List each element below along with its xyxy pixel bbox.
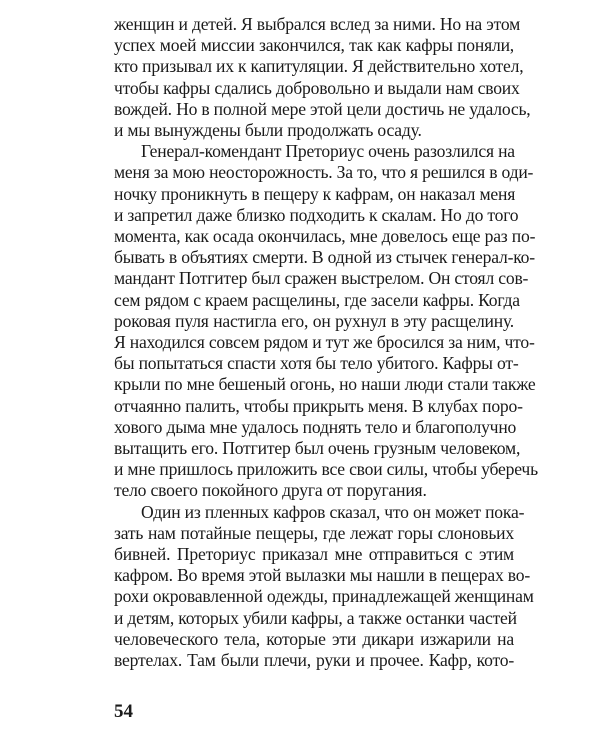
text-line: Я находился совсем рядом и тут же бросился за ним, что- — [114, 332, 535, 352]
text-line: бивней. Преториус приказал мне отправиться с этим — [114, 544, 514, 564]
text-line: человеческого тела, которые эти дикари изжарили на — [114, 628, 514, 649]
text-line: отчаянно палить, чтобы прикрыть меня. В клубах поро- — [114, 395, 523, 416]
text-line: тело своего покойного друга от поругания. — [114, 480, 427, 501]
text-line: хового дыма мне удалось поднять тело и благополучно — [114, 416, 517, 437]
text-line: меня за мою неосторожность. За то, что я решился в оди- — [114, 162, 534, 183]
paragraph-first-line: Один из пленных кафров сказал, что он может пока- — [141, 501, 525, 522]
text-line: и детям, которых убили кафры, а также останки частей — [114, 607, 517, 628]
text-line: женщин и детей. Я выбрался вслед за ними. Но на этом — [114, 14, 521, 34]
text-line: мандант Потгитер был сражен выстрелом. Он стоял сов- — [114, 268, 529, 289]
text-line: крыли по мне бешеный огонь, но наши люди стали также — [114, 374, 536, 395]
text-line: и мне пришлось приложить все свои силы, чтобы уберечь — [114, 459, 538, 480]
text-line: момента, как осада окончилась, мне довелось еще раз по- — [114, 226, 536, 246]
text-line: зать нам потайные пещеры, где лежат горы слоновьих — [114, 522, 514, 543]
text-line: чтобы кафры сдались добровольно и выдали нам своих — [114, 77, 520, 98]
text-line: вертелах. Там были плечи, руки и прочее. Кафр, кото- — [114, 650, 514, 670]
paragraph-first-line: Генерал-комендант Преториус очень разозлился на — [141, 141, 515, 162]
text-line: рохи окровавленной одежды, принадлежащей женщинам — [114, 586, 534, 607]
text-line: ночку проникнуть в пещеру к кафрам, он наказал меня — [114, 183, 516, 204]
page-number: 54 — [114, 701, 133, 722]
text-line: сем рядом с краем расщелины, где засели кафры. Когда — [114, 289, 520, 310]
text-line: успех моей миссии закончился, так как кафры поняли, — [114, 35, 514, 56]
text-line: бывать в объятиях смерти. В одной из стычек генерал-ко- — [114, 247, 535, 268]
text-line: кто призывал их к капитуляции. Я действительно хотел, — [114, 56, 524, 77]
text-line: и запретил даже близко подходить к скалам. Но до того — [114, 204, 519, 225]
text-line: и мы вынуждены были продолжать осаду. — [114, 120, 422, 140]
text-line: бы попытаться спасти хотя бы тело убитого. Кафры от- — [114, 353, 519, 374]
text-line: кафром. Во время этой вылазки мы нашли в пещерах во- — [114, 565, 531, 586]
text-line: вождей. Но в полной мере этой цели достичь не удалось, — [114, 98, 531, 119]
text-line: роковая пуля настигла его, он рухнул в эту расщелину. — [114, 310, 514, 331]
text-line: вытащить его. Потгитер был очень грузным человеком, — [114, 438, 521, 458]
